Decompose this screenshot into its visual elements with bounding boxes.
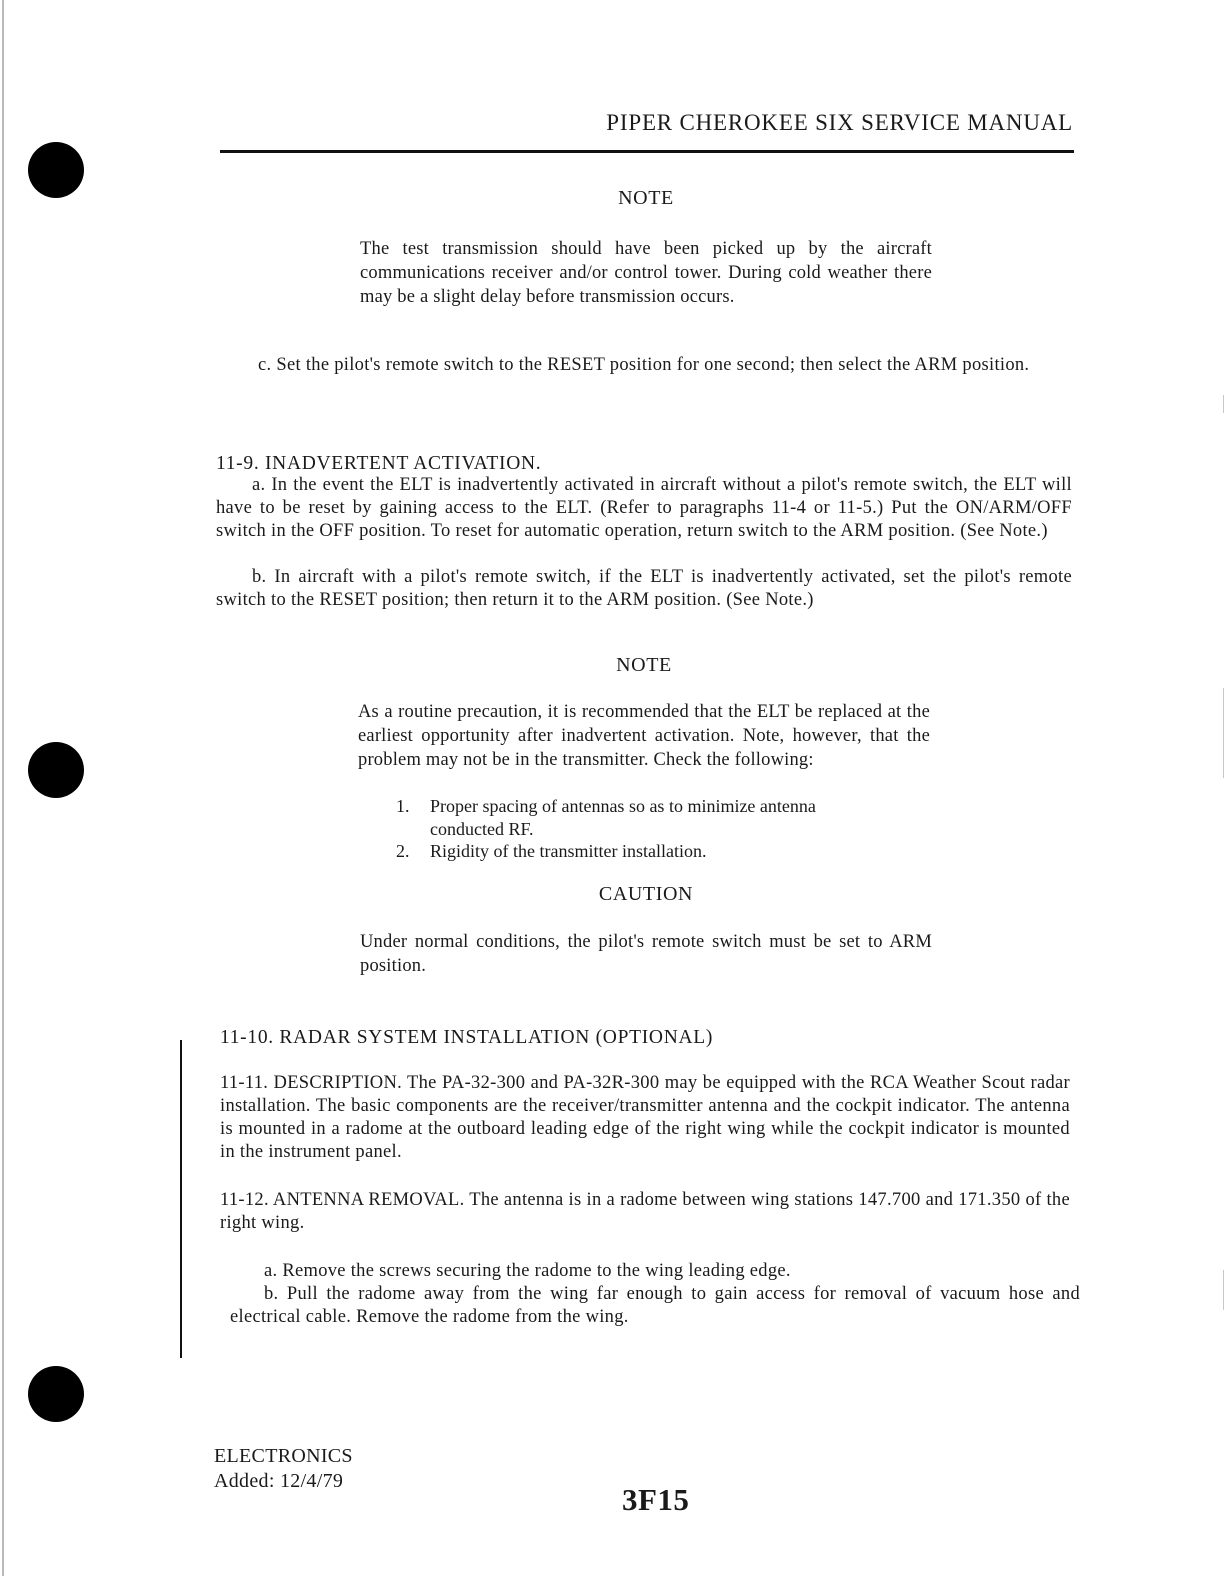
- header-rule: [220, 150, 1074, 153]
- list-item-text: Proper spacing of antennas so as to minimize antenna: [430, 796, 816, 816]
- section-11-12-text: 11-12. ANTENNA REMOVAL. The antenna is in a radome between wing stations 147.700 and 171.350 of the right wing.: [220, 1190, 1070, 1233]
- section-11-9-para-b: b. In aircraft with a pilot's remote switch, if the ELT is inadvertently activated, set the pilot's remote switch to the RESET position; then return it to the ARM position. (See Note.): [216, 567, 1072, 610]
- caution-text: Under normal conditions, the pilot's remote switch must be set to ARM position.: [360, 932, 932, 976]
- binder-hole: [28, 1366, 84, 1422]
- manual-title: PIPER CHEROKEE SIX SERVICE MANUAL: [606, 110, 1073, 135]
- note-label: NOTE: [618, 187, 674, 209]
- binder-hole: [28, 142, 84, 198]
- footer-left: [214, 1444, 353, 1494]
- section-11-10-heading: 11-10. RADAR SYSTEM INSTALLATION (OPTIONAL): [220, 1027, 714, 1048]
- scan-right-mark: [1223, 688, 1224, 778]
- list-item-text: conducted RF.: [430, 819, 534, 839]
- note-text: The test transmission should have been picked up by the aircraft communications receiver and/or control tower. During cold weather there may be a slight delay before transmission occurs.: [360, 239, 932, 307]
- caution-label: CAUTION: [598, 883, 694, 905]
- binder-hole: [28, 742, 84, 798]
- footer-added-date: Added: 12/4/79: [214, 1470, 344, 1492]
- list-item-text: Rigidity of the transmitter installation.: [430, 841, 707, 861]
- step-c: c. Set the pilot's remote switch to the RESET position for one second; then select the ARM position.: [258, 355, 1030, 375]
- list-item-number: 1.: [396, 796, 410, 816]
- revision-bar: [180, 1040, 182, 1358]
- scan-right-mark: [1223, 395, 1224, 413]
- list-item-number: 2.: [396, 841, 410, 861]
- section-11-12-step-a: a. Remove the screws securing the radome to the wing leading edge.: [264, 1261, 791, 1281]
- list-item: [396, 795, 956, 845]
- section-11-12-step-b: b. Pull the radome away from the wing far enough to gain access for removal of vacuum hose and electrical cable. Remove the radome from the wing.: [230, 1284, 1080, 1327]
- footer-section: ELECTRONICS: [214, 1445, 353, 1467]
- note-label: NOTE: [616, 654, 672, 676]
- scan-right-mark: [1223, 1270, 1224, 1310]
- list-item: [396, 840, 956, 865]
- scan-left-edge: [2, 0, 4, 1576]
- page-number: 3F15: [622, 1482, 690, 1517]
- section-11-9-heading: 11-9. INADVERTENT ACTIVATION.: [216, 453, 542, 474]
- section-11-11-text: 11-11. DESCRIPTION. The PA-32-300 and PA-32R-300 may be equipped with the RCA Weather Scout radar installation. The basic components are the receiver/transmitter antenna and the cockpit indicator. The antenna is mounted in a radome at the outboard leading edge of the right wing while the cockpit indicator is mounted in the instrument panel.: [220, 1073, 1070, 1162]
- note-text: As a routine precaution, it is recommended that the ELT be replaced at the earliest opportunity after inadvertent activation. Note, however, that the problem may not be in the transmitter. Check the following:: [358, 702, 930, 770]
- section-11-9-para-a: a. In the event the ELT is inadvertently activated in aircraft without a pilot's remote switch, the ELT will have to be reset by gaining access to the ELT. (Refer to paragraphs 11-4 or 11-5.) Put the ON/ARM/OFF switch in the OFF position. To reset for automatic operation, return switch to the ARM position. (See Note.): [216, 475, 1072, 541]
